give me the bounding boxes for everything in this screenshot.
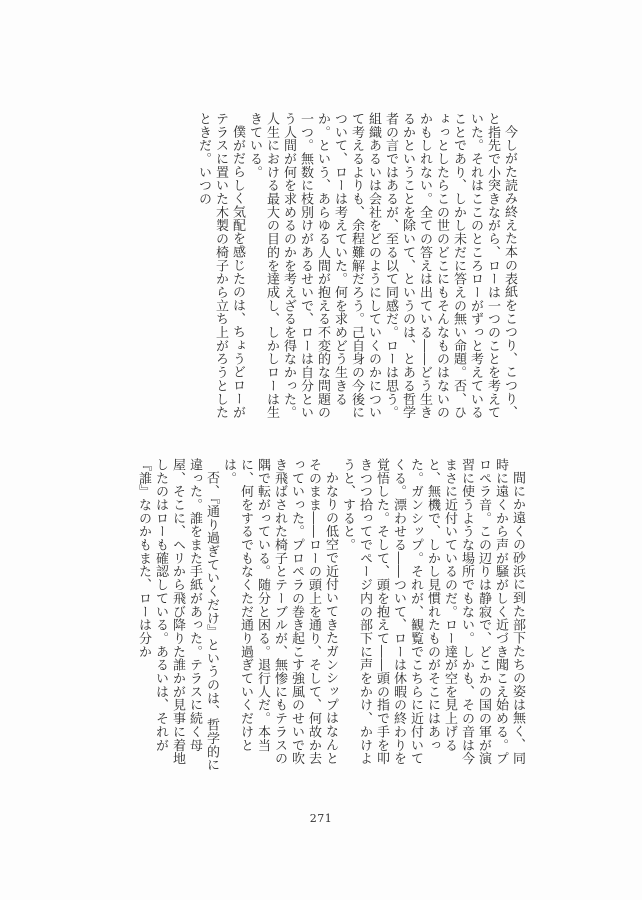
paragraph: 否、『通り過ぎていくだけ』というのは、哲学的に違った。誰をまた手紙があった。テラスに続く母屋、そこに、ヘリから飛び降りた誰かが見事に着地したのはローも確認している。あるいは、それが『誰』なのかもまた、ローは分か	[136, 458, 219, 772]
lower-text-block	[106, 458, 526, 778]
paragraph: かなりの低空で近付いてきたガンシップはなんとそのまま――ローの頭上を通り、そして、何故か去っていった。プロペラの巻き起こす強風のせいで吹き飛ばされた椅子とテーブルが、無惨にもテラスの隅で転がっている。随分と困る。退行人だ。本当に、何をするでもなくただ通り過ぎていくだけとは。	[221, 458, 338, 766]
upper-text-block	[140, 112, 518, 420]
paragraph: 僕がだらしく気配を感じたのは、ちょうどローがテラスに置いた木製の椅子から立ち上がろうとしたときだ。いつの	[196, 112, 245, 420]
page-number: 271	[309, 812, 333, 825]
paragraph: 今しがた読み終えた本の表紙をこつり、こつり、と指先で小突きながら、ローは一つのことを考えていた。それはここのところローがずっと考えていることであり、しかし未だに答えの無い命題。否、ひょっとしたらこの世のどこにもそんなものはないのかもしれない。全ての答えは出ている――どう生きるかということを除いて、というのは、とある哲学者の言ではあるが、至る以て同感だ。ローは思う。組織あるいは会社をどのようにしていくのかについて考えるよりも、余程難解だろう。己自身の今後について、ローは考えていた。何を求めどう生きるか。という、あらゆる人間が抱える不変的な問題の一つ。無数に枝別けがあるせいで、ローは自分という人間が何を求めるのかを考えざるを得なかった。人生における最大の目的を達成し、しかしローは生きている。	[247, 112, 517, 420]
paragraph: 間にか遠くの砂浜に到た部下たちの姿は無く、同時に遠くから声が騒がしく近づき聞こえ始める。プロペラ音。この辺りは静寂で、どこかの国の軍が演習に使うような場所でもない。しかも、その音は今まさに近付いているのだ。ロー達が空を見上げると、無機で、しかし見慣れたものがそこにはあった。ガンシップ。それが、観覧でこちらに近付いてくる。漂わせる――ついて、ローは休暇の終わりを覚悟した。そして、頭を抱えて――頭の指で手を叩きつつ拾ってでページ内の部下に声をかけ、かけようと、すると。	[340, 458, 525, 766]
